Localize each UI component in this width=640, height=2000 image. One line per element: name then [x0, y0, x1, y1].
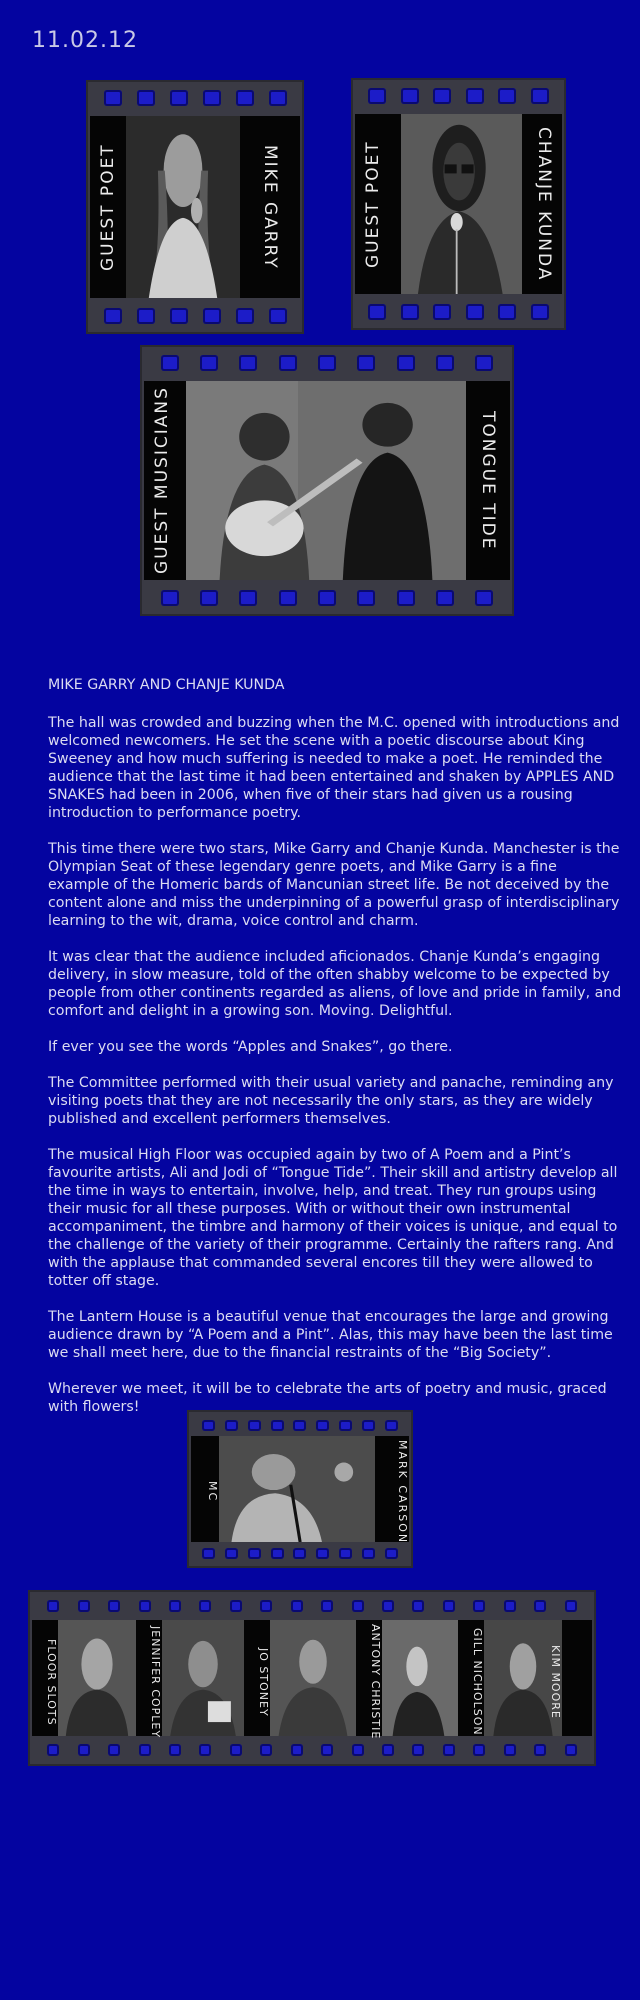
article-paragraph: The hall was crowded and buzzing when the M.C. opened with introductions and welcomed newcomers. He set the scene with a poetic discourse about King Sweeney and how much suffering is needed to make a poet. He reminded the audience that the last time it had been entertained and shaken by APPLES AND SNAKES had been in 2006, when five of their stars had given us a rousing introduction to performance poetry.: [48, 715, 620, 821]
article-paragraph: It was clear that the audience included aficionados. Chanje Kunda’s engaging delivery, in slow measure, told of the often shabby welcome to be expected by people from other continents regarded as aliens, of love and pride in family, and comfort and delight in a growing son. Moving. Delightful.: [48, 949, 622, 1019]
photo-tongue-tide: [140, 345, 514, 616]
article-paragraph: Wherever we meet, it will be to celebrate the arts of poetry and music, graced with flowers!: [48, 1381, 607, 1415]
performer-photo: [186, 381, 466, 580]
article: [48, 676, 622, 1434]
photo-label-guest-musicians: GUEST MUSICIANS: [152, 386, 172, 575]
article-paragraph: If ever you see the words “Apples and Snakes”, go there.: [48, 1039, 453, 1055]
floor-name: GILL NICHOLSON: [471, 1628, 484, 1736]
article-heading: MIKE GARRY AND CHANJE KUNDA: [48, 677, 285, 693]
photo-mark-carson: [187, 1410, 413, 1568]
floor-slots-label: FLOOR SLOTS: [45, 1638, 58, 1726]
performer-photo: [401, 114, 522, 294]
article-paragraph: The musical High Floor was occupied again by two of A Poem and a Pint’s favourite artists, Ali and Jodi of “Tongue Tide”. Their skill and artistry develop all the time in ways to entertain, involve, help, and treat. They run groups using their music for all these purposes. With or without their own instrumental accompaniment, the timbre and harmony of their voices is unique, and equal to the challenge of the variety of their programme. Certainly the rafters rang. And with the applause that commanded several encores till they were allowed to totter off stage.: [48, 1147, 618, 1289]
film-perforations: [28, 1738, 596, 1762]
floor-name: KIM MOORE: [549, 1645, 562, 1719]
film-perforations: [351, 300, 566, 324]
floor-name: JO STONEY: [257, 1647, 270, 1717]
photo-label-guest-poet: GUEST POET: [98, 143, 118, 271]
film-perforations: [86, 304, 304, 328]
film-perforations: [351, 84, 566, 108]
film-perforations: [140, 586, 514, 610]
photo-floor-slots: [28, 1590, 596, 1766]
page-date: 11.02.12: [32, 28, 138, 53]
photo-label-mc: MC: [206, 1481, 219, 1503]
floor-slot-cell: [32, 1620, 136, 1736]
photo-chanje-kunda: [351, 78, 566, 330]
photo-mike-garry: [86, 80, 304, 334]
floor-photo: [162, 1620, 244, 1736]
photo-label-name: TONGUE TIDE: [478, 410, 498, 551]
floor-slot-cell: [356, 1620, 458, 1740]
floor-photo: [382, 1620, 458, 1736]
performer-photo: [126, 116, 240, 298]
floor-slot-cell: [244, 1620, 356, 1736]
floor-name: JENNIFER COPLEY: [149, 1625, 162, 1739]
floor-photo: [270, 1620, 356, 1736]
photo-label-name: MARK CARSON: [396, 1439, 409, 1545]
photo-label-guest-poet: GUEST POET: [363, 140, 383, 268]
film-perforations: [86, 86, 304, 110]
floor-name: ANTONY CHRISTIE: [369, 1624, 382, 1740]
floor-slot-cell: [458, 1620, 562, 1736]
photo-label-name: MIKE GARRY: [260, 144, 280, 270]
floor-slot-cell: [136, 1620, 244, 1739]
film-perforations: [187, 1541, 413, 1565]
film-perforations: [28, 1594, 596, 1618]
film-perforations: [140, 351, 514, 375]
floor-photo: [58, 1620, 136, 1736]
article-paragraph: The Lantern House is a beautiful venue that encourages the large and growing audience drawn by “A Poem and a Pint”. Alas, this may have been the last time we shall meet here, due to the financial restraints of the “Big Society”.: [48, 1309, 613, 1361]
film-perforations: [187, 1413, 413, 1437]
article-paragraph: This time there were two stars, Mike Garry and Chanje Kunda. Manchester is the Olympian Seat of these legendary genre poets, and Mike Garry is a fine example of the Homeric bards of Mancunian street life. Be not deceived by the content alone and miss the underpinning of a powerful grasp of interdisciplinary learning to the wit, drama, voice control and charm.: [48, 841, 620, 929]
photo-label-name: CHANJE KUNDA: [534, 126, 554, 282]
article-paragraph: The Committee performed with their usual variety and panache, reminding any visiting poets that they are not necessarily the only stars, as they are widely published and excellent performers themselves.: [48, 1075, 614, 1127]
mc-photo: [219, 1436, 375, 1542]
